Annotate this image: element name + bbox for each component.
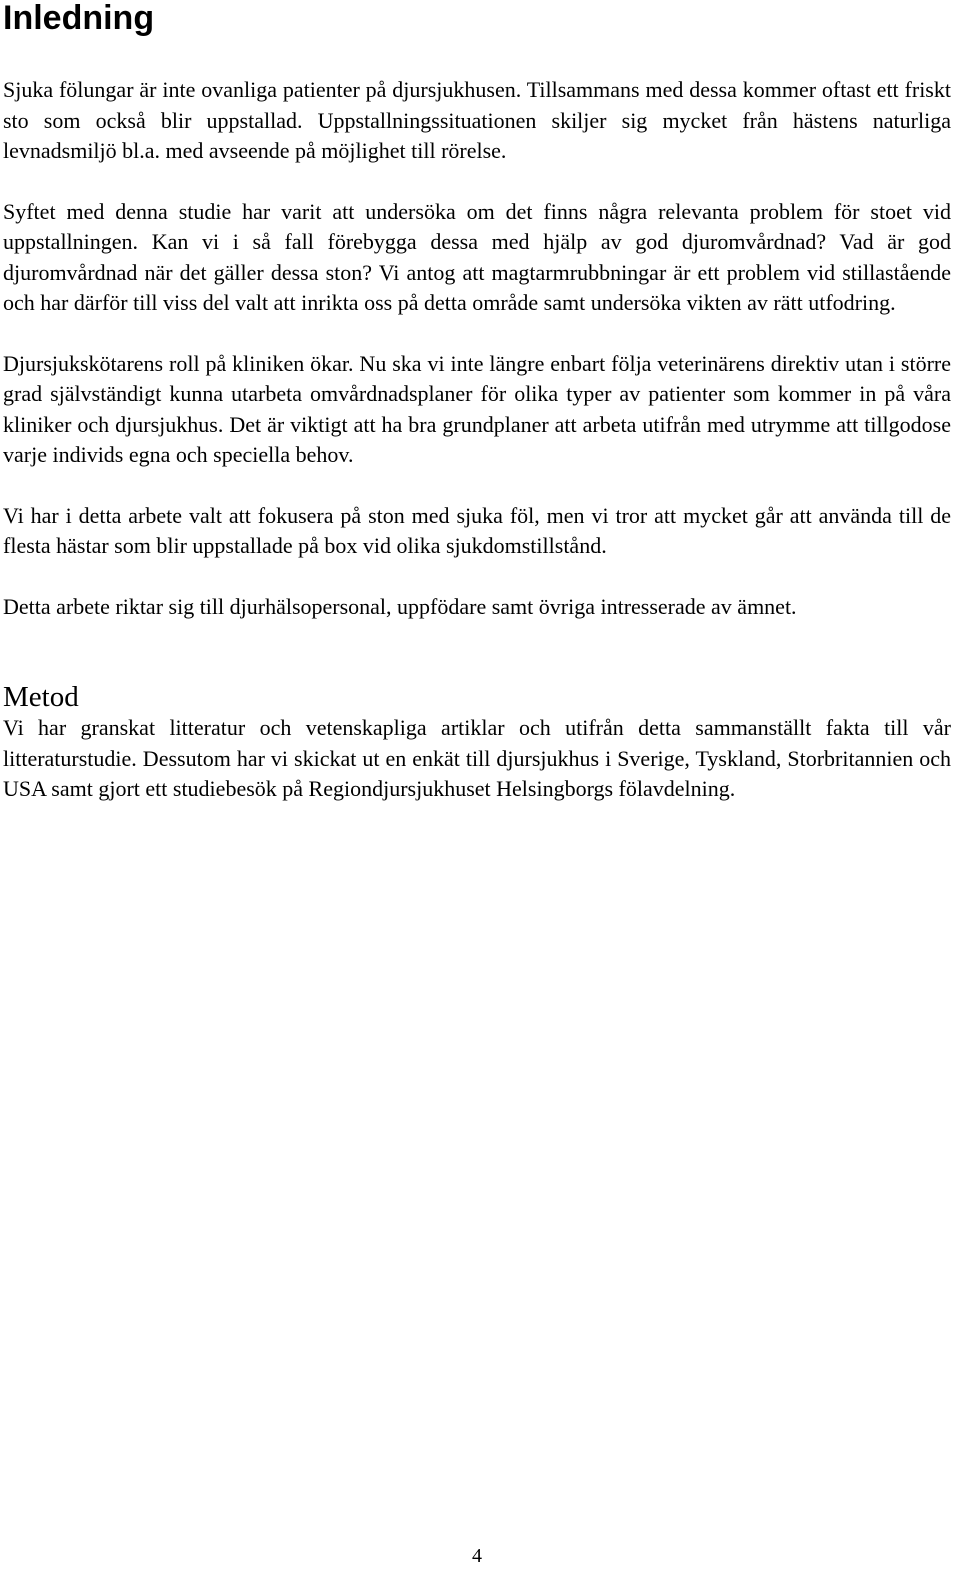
paragraph-intro-4: Vi har i detta arbete valt att fokusera på ston med sjuka föl, men vi tror att mycket går att använda till de flesta hästar som blir uppstallade på box vid olika sjukdomstillstånd. (3, 502, 951, 558)
heading-inledning: Inledning (3, 0, 155, 37)
page-number: 4 (472, 1545, 482, 1567)
document-page (3, 0, 951, 805)
paragraph-intro-3: Djursjukskötarens roll på kliniken ökar. Nu ska vi inte längre enbart följa veterinärens direktiv utan i större grad självständigt kunna utarbeta omvårdnadsplaner för olika typer av patienter som kommer in på våra kliniker och djursjukhus. Det är viktigt att ha bra grundplaner att arbeta utifrån med utrymme att tillgodose varje individs egna och speciella behov. (3, 350, 951, 467)
paragraph-method-1: Vi har granskat litteratur och vetenskapliga artiklar och utifrån detta sammanställt fakta till vår litteraturstudie. Dessutom har vi skickat ut en enkät till djursjukhus i Sverige, Tyskland, Storbritannien och USA samt gjort ett studiebesök på Regiondjursjukhuset Helsingborgs fölavdelning. (3, 715, 951, 801)
paragraph-intro-5: Detta arbete riktar sig till djurhälsopersonal, uppfödare samt övriga intresserade av ämnet. (3, 593, 797, 619)
paragraph-intro-2: Syftet med denna studie har varit att undersöka om det finns några relevanta problem för stoet vid uppstallningen. Kan vi i så fall förebygga dessa med hjälp av god djuromvårdnad? Vad är god djuromvårdnad när det gäller dessa ston? Vi antog att magtarmrubbningar är ett problem vid stillastående och har därför till viss del valt att inrikta oss på detta område samt undersöka vikten av rätt utfodring. (3, 198, 951, 315)
paragraph-intro-1: Sjuka fölungar är inte ovanliga patienter på djursjukhusen. Tillsammans med dessa kommer oftast ett friskt sto som också blir uppstallad. Uppstallningssituationen skiljer sig mycket från hästens naturliga levnadsmiljö bl.a. med avseende på möjlighet till rörelse. (3, 77, 951, 163)
heading-metod: Metod (3, 681, 79, 713)
